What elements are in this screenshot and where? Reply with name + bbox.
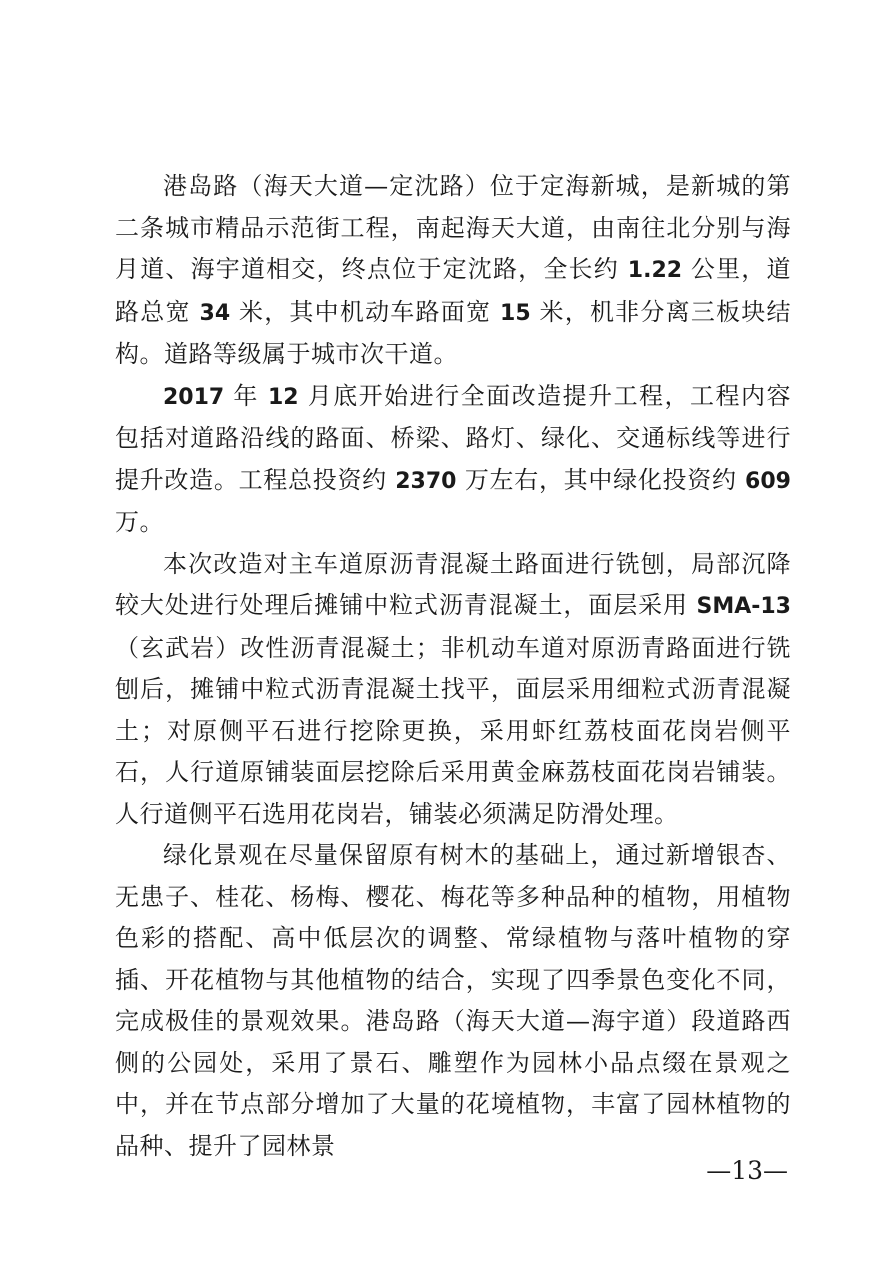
paragraph [115, 544, 791, 836]
text-run: 绿化景观在尽量保留原有树木的基础上，通过新增银杏、无患子、桂花、杨梅、樱花、梅花等多种品种的植物，用植物色彩的搭配、高中低层次的调整、常绿植物与落叶植物的穿插、开花植物与其他植物的结合，实现了四季景色变化不同，完成极佳的景观效果。港岛路（海天大道—海宇道）段道路西侧的公园处，采用了景石、雕塑作为园林小品点缀在景观之中，并在节点部分增加了大量的花境植物，丰富了园林植物的品种、提升了园林景 [115, 841, 791, 1160]
paragraph [115, 835, 791, 1167]
text-run: 米，其中机动车路面宽 [230, 297, 501, 326]
numeric-run: 1.22 [627, 258, 683, 283]
numeric-run: 12 [267, 384, 299, 410]
page-number: —13— [706, 1156, 788, 1185]
text-run: 公里，道路总宽 [115, 255, 791, 326]
text-run: 万左右，其中绿化投资约 [456, 465, 746, 494]
numeric-run: 15 [500, 300, 531, 326]
text-run: 月底开始进行全面改造提升工程，工程内容包括对道路沿线的路面、桥梁、路灯、绿化、交通标线等进行提升改造。工程总投资约 [115, 381, 791, 494]
numeric-run: 34 [199, 300, 231, 326]
numeric-run: 609 [745, 468, 791, 494]
numeric-run: SMA-13 [696, 594, 791, 619]
numeric-run: 2370 [395, 468, 457, 494]
text-run: 本次改造对主车道原沥青混凝土路面进行铣刨，局部沉降较大处进行处理后摊铺中粒式沥青混凝土，面层采用 [115, 549, 791, 619]
text-run: 年 [224, 381, 268, 410]
paragraph [115, 376, 791, 544]
numeric-run: 2017 [163, 384, 225, 410]
text-run: （玄武岩）改性沥青混凝土；非机动车道对原沥青路面进行铣刨后，摊铺中粒式沥青混凝土找平，面层采用细粒式沥青混凝土；对原侧平石进行挖除更换，采用虾红荔枝面花岗岩侧平石，人行道原铺装面层挖除后采用黄金麻荔枝面花岗岩铺装。人行道侧平石选用花岗岩，铺装必须满足防滑处理。 [115, 633, 791, 828]
text-run: 港岛路（海天大道—定沈路）位于定海新城，是新城的第二条城市精品示范街工程，南起海天大道，由南往北分别与海月道、海宇道相交，终点位于定沈路，全长约 [115, 172, 791, 283]
paragraph [115, 166, 791, 376]
text-run: 万。 [115, 508, 164, 536]
text-run: 米，机非分离三板块结构。道路等级属于城市次干道。 [115, 297, 791, 368]
document-body [115, 166, 791, 1167]
